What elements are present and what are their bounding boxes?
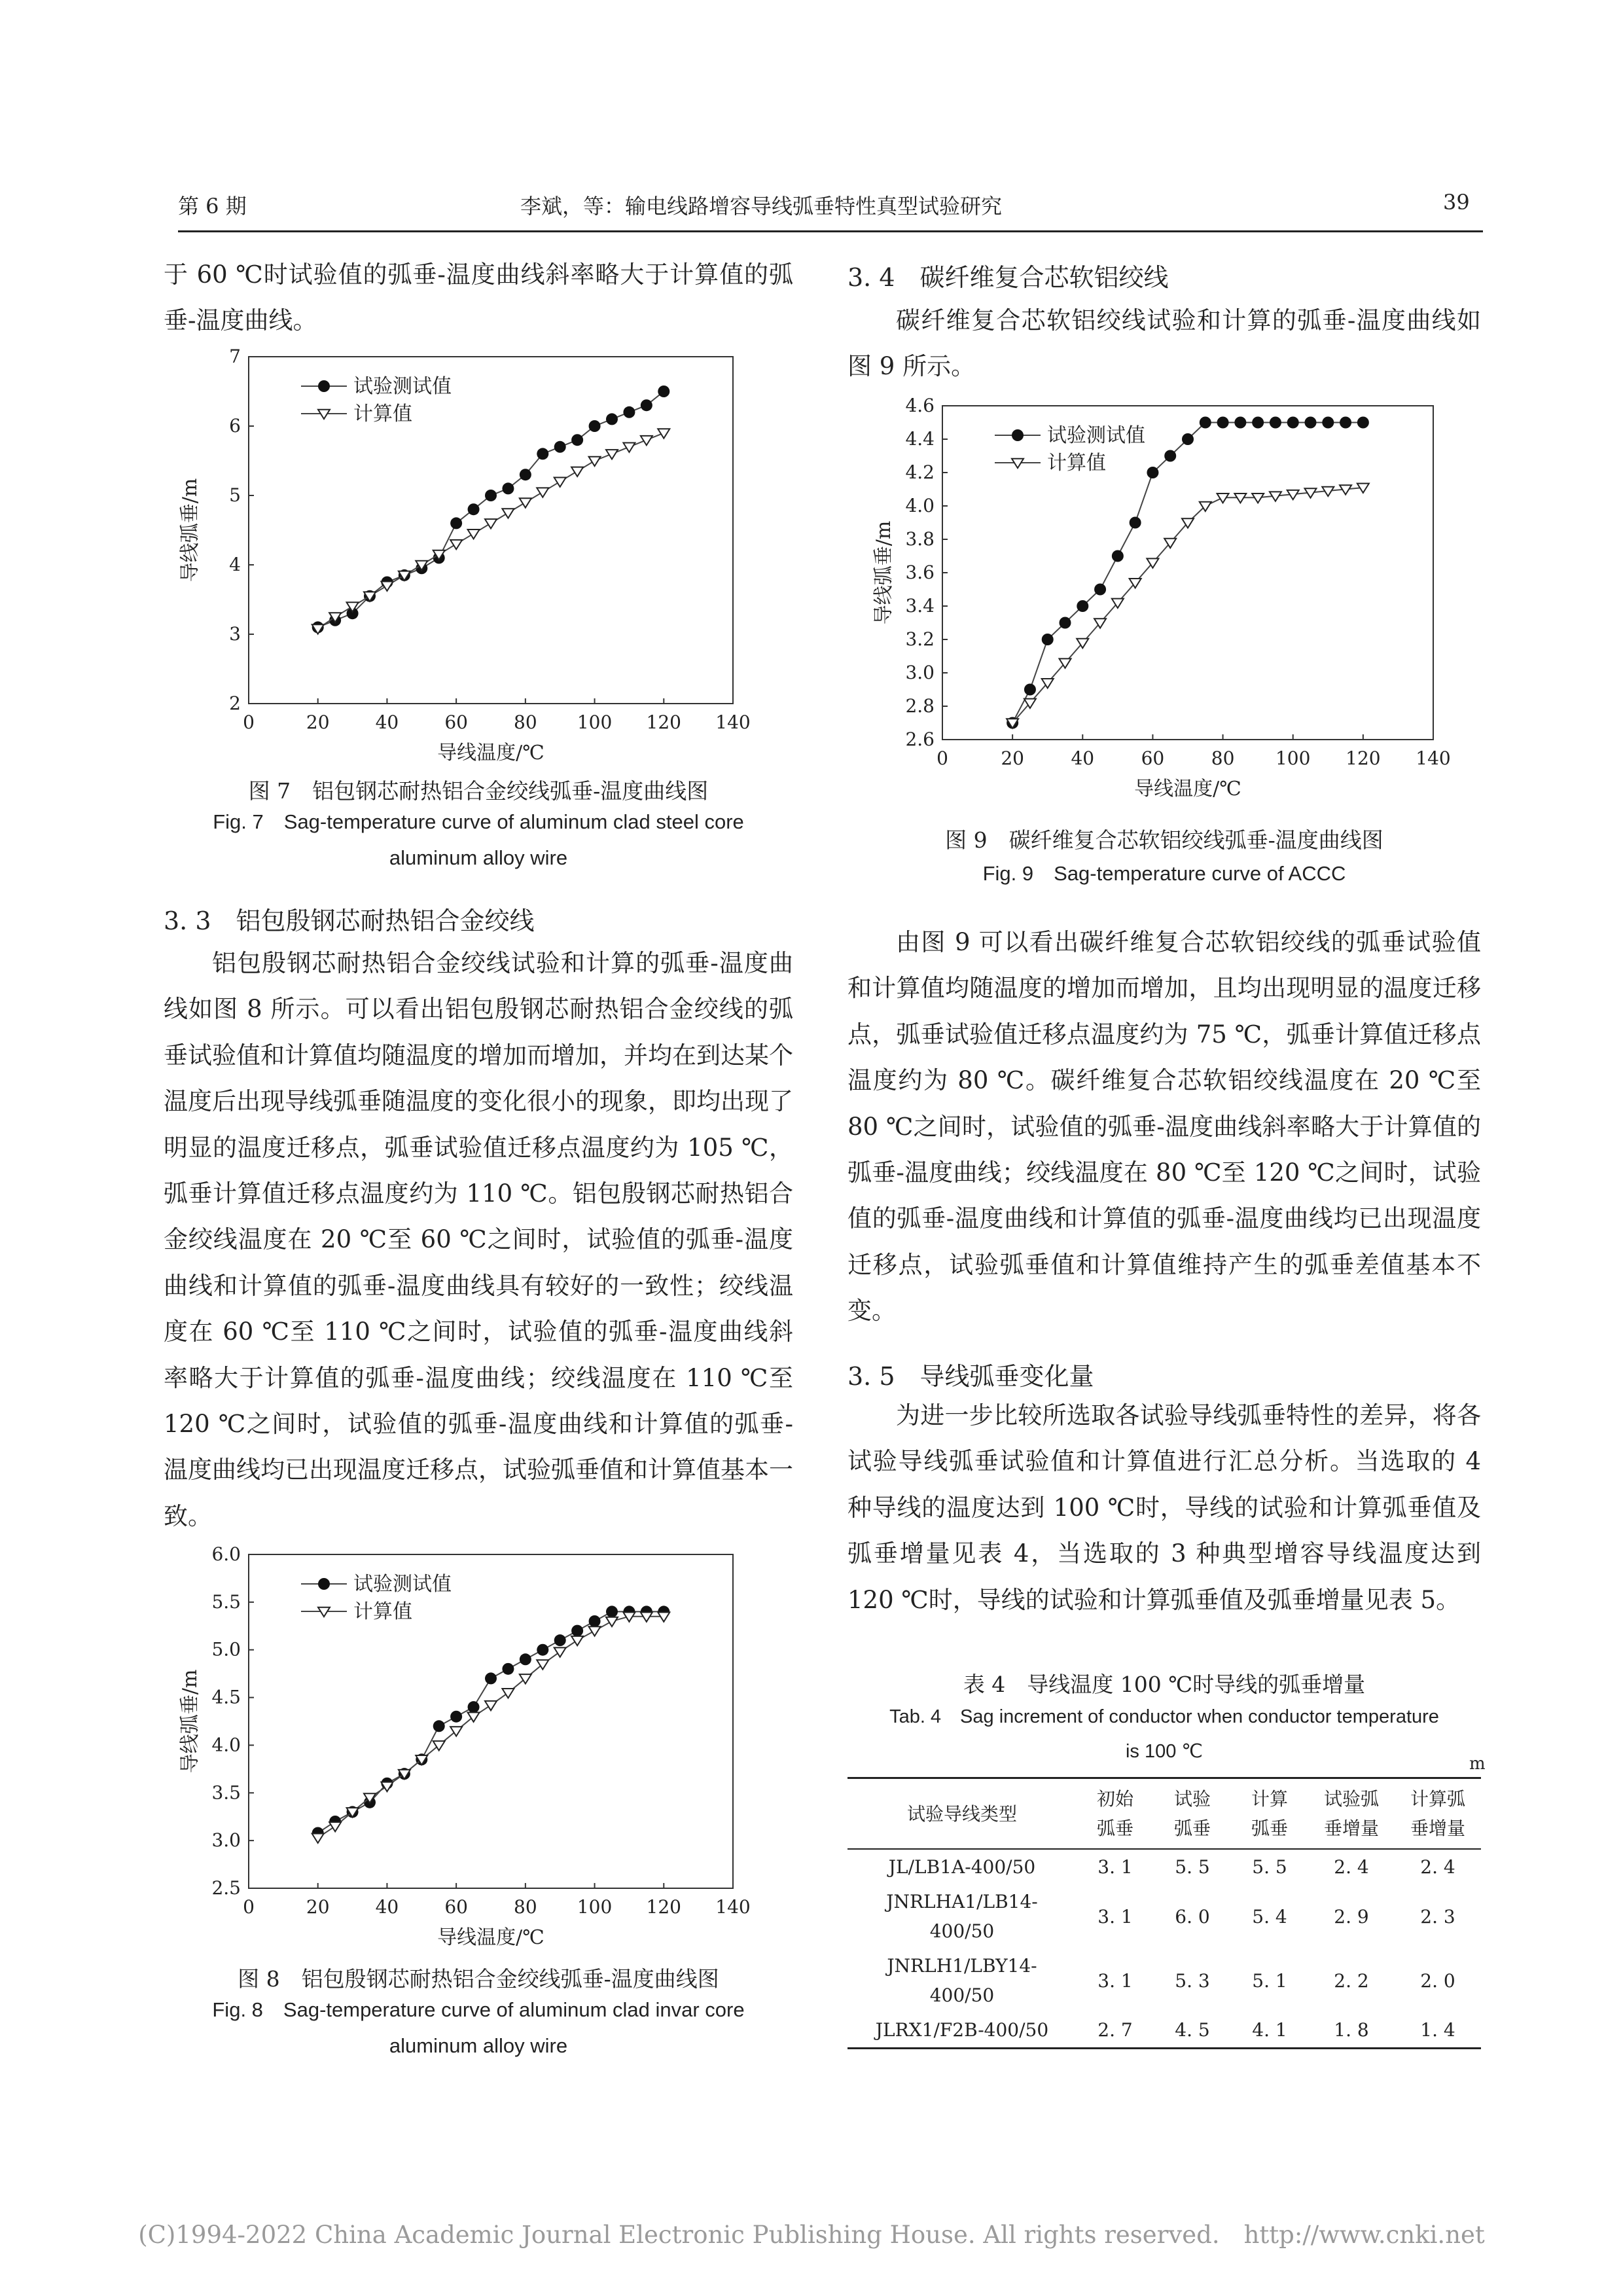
- x-tick-label: 20: [306, 1896, 330, 1918]
- table4-value-cell: 4. 1: [1252, 2019, 1287, 2041]
- y-tick-label: 4.4: [905, 428, 935, 450]
- x-tick-label: 20: [1001, 747, 1024, 769]
- data-point: [658, 386, 669, 397]
- data-point: [1130, 517, 1141, 529]
- section-3-4-body: 碳纤维复合芯软铝绞线试验和计算的弧垂-温度曲线如图 9 所示。: [847, 306, 1481, 381]
- page-number: 39: [1443, 190, 1470, 215]
- table4-conductor-type: [847, 1849, 1077, 1884]
- fig9-chart: [870, 393, 1451, 812]
- section-3-5-body: 为进一步比较所选取各试验导线弧垂特性的差异，将各试验导线弧垂试验值和计算值进行汇总分析。当选取的 4 种导线的温度达到 100 ℃时，导线的试验和计算弧垂值及弧垂增量见表 4，当选取的 3 种典型增容导线温度达到 120 ℃时，导线的试验和计算弧垂值及弧垂增量见表 5。: [847, 1401, 1481, 1614]
- y-tick-label: 4.2: [905, 461, 935, 483]
- table4-value-cell: 2. 3: [1420, 1905, 1455, 1928]
- table4-header-cell: [1154, 1778, 1231, 1850]
- y-tick-label: 2.5: [211, 1877, 241, 1899]
- table4-header-cell: [1395, 1778, 1481, 1850]
- fig8-caption-en-line2: aluminum alloy wire: [389, 2034, 568, 2057]
- data-point: [537, 448, 548, 459]
- x-tick-label: 0: [936, 747, 948, 769]
- data-point: [433, 1720, 445, 1732]
- data-point: [468, 1701, 480, 1713]
- table4-value-cell: 1. 8: [1334, 2019, 1369, 2041]
- table4-header-text: 弧垂: [1173, 1818, 1211, 1839]
- table4-value-cell: 2. 4: [1334, 1856, 1369, 1878]
- table4-header-cell: [1077, 1778, 1154, 1850]
- table4-value-cell: 3. 1: [1097, 1969, 1133, 1992]
- data-point: [1322, 417, 1334, 429]
- data-point: [520, 498, 531, 507]
- y-axis-label: 导线弧垂/m: [179, 1669, 202, 1774]
- table4-header-text: 计算: [1251, 1788, 1288, 1810]
- table4-header-cell: [1231, 1778, 1308, 1850]
- table4-value-cell: 3. 1: [1097, 1856, 1133, 1878]
- x-tick-label: 140: [715, 711, 751, 733]
- data-point: [485, 1672, 497, 1684]
- table4-header-row: [847, 1778, 1481, 1850]
- table4-conductor-text: JL/LB1A-400/50: [888, 1856, 1036, 1878]
- table4-conductor-type: [847, 1884, 1077, 1948]
- data-point: [554, 441, 566, 453]
- y-axis-label: 导线弧垂/m: [179, 478, 202, 583]
- y-tick-label: 2.8: [905, 695, 935, 717]
- x-tick-label: 40: [1071, 747, 1095, 769]
- data-point: [571, 1636, 583, 1645]
- data-point: [1164, 450, 1176, 462]
- left-intro-text: 于 60 ℃时试验值的弧垂-温度曲线斜率略大于计算值的弧垂-温度曲线。: [164, 260, 793, 335]
- table4-header-text: 初始: [1096, 1788, 1133, 1810]
- section-3-5-title: 3. 5 导线弧垂变化量: [847, 1362, 1094, 1391]
- table4-conductor-text: JNRLHA1/LB14-: [886, 1891, 1038, 1912]
- table4-value-cell: 5. 5: [1175, 1856, 1210, 1878]
- section-3-3-body: 铝包殷钢芯耐热铝合金绞线试验和计算的弧垂-温度曲线如图 8 所示。可以看出铝包殷钢芯耐热铝合金绞线的弧垂试验值和计算值均随温度的增加而增加，并均在到达某个温度后出现导线弧垂随温度的变化很小的现象，即均出现了明显的温度迁移点，弧垂试验值迁移点温度约为 105 ℃，弧垂计算值迁移点温度约为 110 ℃。铝包殷钢芯耐热铝合金绞线温度在 20 ℃至 60 ℃之间时，试验值的弧垂-温度曲线和计算值的弧垂-温度曲线具有较好的一致性；绞线温度在 60 ℃至 110 ℃之间时，试验值的弧垂-温度曲线斜率略大于计算值的弧垂-温度曲线；绞线温度在 110 ℃至 120 ℃之间时，试验值的弧垂-温度曲线和计算值的弧垂-温度曲线均已出现温度迁移点，试验弧垂值和计算值基本一致。: [164, 949, 793, 1530]
- table4-conductor-text: 400/50: [929, 1984, 995, 2006]
- table-row: [847, 1849, 1481, 1884]
- fig8-chart: [177, 1541, 751, 1960]
- data-point: [606, 1605, 618, 1617]
- table4-header-text: 垂增量: [1410, 1818, 1465, 1839]
- data-point: [1024, 684, 1036, 696]
- fig9-caption-cn: 图 9 碳纤维复合芯软铝绞线弧垂-温度曲线图: [945, 827, 1383, 853]
- x-tick-label: 20: [306, 711, 330, 733]
- y-tick-label: 3.0: [211, 1829, 241, 1852]
- data-point: [537, 1644, 548, 1656]
- data-point: [502, 509, 514, 518]
- table4-grid: [847, 1777, 1481, 2049]
- y-tick-label: 3: [229, 623, 241, 645]
- x-tick-label: 40: [375, 711, 399, 733]
- fig7-chart: [177, 344, 751, 776]
- section-3-3-title: 3. 3 铝包殷钢芯耐热铝合金绞线: [164, 906, 535, 935]
- y-tick-label: 4.0: [211, 1734, 241, 1756]
- x-tick-label: 80: [1211, 747, 1235, 769]
- journal-issue: 第 6 期: [178, 194, 247, 219]
- y-tick-label: 2.6: [905, 728, 935, 750]
- fig8-caption-en-line1: Fig. 8 Sag-temperature curve of aluminum clad invar core: [212, 1998, 745, 2021]
- table4-header-text: 计算弧: [1410, 1788, 1465, 1810]
- data-point: [1112, 550, 1124, 562]
- data-point: [1060, 617, 1071, 629]
- data-point: [641, 436, 652, 445]
- x-axis-label: 导线温度/℃: [437, 742, 544, 764]
- x-tick-label: 60: [444, 711, 468, 733]
- x-tick-label: 120: [646, 1896, 682, 1918]
- x-tick-label: 40: [375, 1896, 399, 1918]
- data-point: [485, 1701, 497, 1710]
- fig7-caption-cn: 图 7 铝包钢芯耐热铝合金绞线弧垂-温度曲线图: [248, 778, 709, 804]
- x-axis-label: 导线温度/℃: [437, 1926, 544, 1949]
- table-row: [847, 1884, 1481, 1948]
- data-point: [485, 519, 497, 528]
- table4-header-text: 试验弧: [1323, 1788, 1379, 1810]
- table4-conductor-text: JLRX1/F2B-400/50: [875, 2019, 1049, 2041]
- table-row: [847, 1948, 1481, 2013]
- table4-value-cell: 5. 1: [1252, 1969, 1287, 1992]
- table4-value-cell: 2. 0: [1420, 1969, 1455, 1992]
- fig9-caption-en: Fig. 9 Sag-temperature curve of ACCC: [982, 862, 1346, 885]
- table4-value-cell: 5. 4: [1252, 1905, 1287, 1928]
- data-point: [537, 488, 548, 497]
- fig7-caption-en-line2: aluminum alloy wire: [389, 846, 568, 869]
- table4-header-text: 弧垂: [1096, 1818, 1133, 1839]
- data-point: [1094, 584, 1106, 596]
- fig7-caption-en: [164, 804, 793, 876]
- table4-value-cell: 2. 9: [1334, 1905, 1369, 1928]
- data-point: [520, 469, 531, 480]
- y-tick-label: 6.0: [211, 1543, 241, 1565]
- table4-value-cell: 2. 2: [1334, 1969, 1369, 1992]
- data-point: [554, 478, 566, 487]
- data-point: [1287, 417, 1299, 429]
- data-point: [606, 1617, 618, 1626]
- y-tick-label: 4.5: [211, 1686, 241, 1708]
- data-point: [658, 429, 669, 438]
- x-tick-label: 120: [646, 711, 682, 733]
- x-tick-label: 60: [444, 1896, 468, 1918]
- data-point: [1042, 634, 1054, 645]
- data-point: [1234, 417, 1246, 429]
- table4-header-cell: [847, 1778, 1077, 1850]
- table4-caption-en-line1: Tab. 4 Sag increment of conductor when conductor temperature: [889, 1706, 1439, 1727]
- data-point: [606, 413, 618, 425]
- data-point: [1305, 417, 1317, 429]
- plot-frame: [249, 357, 733, 704]
- table4-header-text: 垂增量: [1323, 1818, 1379, 1839]
- table4-value-cell: 3. 1: [1097, 1905, 1133, 1928]
- data-point: [589, 1626, 601, 1636]
- data-point: [1200, 417, 1211, 429]
- data-point: [318, 1578, 330, 1590]
- legend-label: 计算值: [353, 1600, 412, 1623]
- data-point: [623, 406, 635, 418]
- table4-conductor-type: [847, 1948, 1077, 2013]
- data-point: [1340, 417, 1351, 429]
- data-point: [571, 434, 583, 446]
- data-point: [318, 380, 330, 392]
- y-tick-label: 7: [229, 346, 241, 367]
- y-axis-label: 导线弧垂/m: [872, 520, 895, 625]
- table4-caption-en: [844, 1700, 1484, 1769]
- x-tick-label: 100: [577, 1896, 613, 1918]
- x-tick-label: 120: [1346, 747, 1381, 769]
- data-point: [468, 529, 480, 539]
- data-point: [1077, 600, 1088, 612]
- table4-header-cell: [1308, 1778, 1395, 1850]
- data-point: [554, 1647, 566, 1657]
- table4-body: [847, 1849, 1481, 2049]
- fig7-caption-en-line1: Fig. 7 Sag-temperature curve of aluminum clad steel core: [213, 810, 744, 833]
- data-point: [1012, 429, 1024, 441]
- y-tick-label: 3.6: [905, 562, 935, 583]
- table4-value-cell: 5. 3: [1175, 1969, 1210, 1992]
- data-point: [502, 482, 514, 494]
- data-point: [485, 490, 497, 501]
- data-point: [623, 443, 635, 452]
- data-point: [571, 467, 583, 476]
- data-point: [554, 1634, 566, 1646]
- y-tick-label: 5.5: [211, 1590, 241, 1613]
- table4-value-cell: 5. 5: [1252, 1856, 1287, 1878]
- table4-header-text: 弧垂: [1251, 1818, 1288, 1839]
- data-point: [312, 1833, 324, 1842]
- table4-conductor-type: [847, 2013, 1077, 2049]
- x-tick-label: 140: [715, 1896, 751, 1918]
- y-tick-label: 4.0: [905, 495, 935, 516]
- data-point: [1270, 417, 1281, 429]
- data-point: [329, 1822, 341, 1831]
- data-point: [1147, 467, 1158, 478]
- x-tick-label: 60: [1141, 747, 1165, 769]
- table4-value-cell: 2. 7: [1097, 2019, 1133, 2041]
- x-axis-label: 导线温度/℃: [1134, 778, 1241, 800]
- table4-caption-cn: 表 4 导线温度 100 ℃时导线的弧垂增量: [963, 1672, 1366, 1697]
- x-tick-label: 100: [577, 711, 613, 733]
- table4-conductor-text: 400/50: [929, 1920, 995, 1942]
- x-tick-label: 0: [243, 711, 255, 733]
- fig8-caption-en: [164, 1992, 793, 2064]
- data-point: [450, 540, 462, 549]
- table4-value-cell: 4. 5: [1175, 2019, 1210, 2041]
- y-tick-label: 5.0: [211, 1638, 241, 1660]
- x-tick-label: 140: [1416, 747, 1451, 769]
- data-point: [589, 1615, 601, 1627]
- table4-unit: m: [1469, 1754, 1486, 1774]
- copyright-footer: (C)1994-2022 China Academic Journal Electronic Publishing House. All rights reserved. http://www.cnki.net: [138, 2221, 1485, 2249]
- table4-value-cell: 6. 0: [1175, 1905, 1210, 1928]
- y-tick-label: 6: [229, 415, 241, 437]
- data-point: [450, 1711, 462, 1723]
- data-point: [589, 457, 601, 466]
- table-row: [847, 2013, 1481, 2049]
- legend-label: 试验测试值: [1047, 424, 1145, 447]
- section-3-4-title: 3. 4 碳纤维复合芯软铝绞线: [847, 263, 1169, 292]
- y-tick-label: 3.4: [905, 595, 935, 617]
- table4-caption-en-line2: is 100 ℃: [1125, 1741, 1203, 1762]
- data-point: [606, 450, 618, 459]
- data-point: [571, 1625, 583, 1637]
- x-tick-label: 80: [514, 711, 537, 733]
- header-rule: [178, 230, 1483, 232]
- table4-header-text: 试验导线类型: [906, 1803, 1017, 1825]
- running-title: 李斌，等：输电线路增容导线弧垂特性真型试验研究: [520, 194, 1003, 219]
- x-tick-label: 100: [1275, 747, 1311, 769]
- y-tick-label: 5: [229, 484, 241, 506]
- plot-frame: [942, 406, 1433, 740]
- data-point: [502, 1689, 514, 1698]
- legend-label: 试验测试值: [353, 1573, 452, 1596]
- y-tick-label: 3.5: [211, 1782, 241, 1804]
- data-point: [1357, 417, 1369, 429]
- table4-value-cell: 1. 4: [1420, 2019, 1455, 2041]
- y-tick-label: 4.6: [905, 395, 935, 416]
- y-tick-label: 3.0: [905, 662, 935, 683]
- y-tick-label: 3.2: [905, 628, 935, 650]
- y-tick-label: 3.8: [905, 528, 935, 550]
- fig8-caption-cn: 图 8 铝包殷钢芯耐热铝合金绞线弧垂-温度曲线图: [238, 1966, 719, 1992]
- table4-header-text: 试验: [1173, 1788, 1211, 1810]
- data-point: [450, 517, 462, 529]
- data-point: [589, 420, 601, 432]
- data-point: [1252, 417, 1264, 429]
- data-point: [468, 503, 480, 515]
- y-tick-label: 4: [229, 554, 241, 575]
- data-point: [641, 399, 652, 411]
- data-point: [502, 1663, 514, 1675]
- legend-label: 计算值: [1047, 452, 1106, 475]
- data-point: [1182, 433, 1194, 445]
- table4-conductor-text: JNRLH1/LBY14-: [887, 1955, 1037, 1977]
- x-tick-label: 80: [514, 1896, 537, 1918]
- y-tick-label: 2: [229, 692, 241, 714]
- fig9-discussion: 由图 9 可以看出碳纤维复合芯软铝绞线的弧垂试验值和计算值均随温度的增加而增加，且均出现明显的温度迁移点，弧垂试验值迁移点温度约为 75 ℃，弧垂计算值迁移点温度约为 80 ℃。碳纤维复合芯软铝绞线温度在 20 ℃至 80 ℃之间时，试验值的弧垂-温度曲线斜率略大于计算值的弧垂-温度曲线；绞线温度在 80 ℃至 120 ℃之间时，试验值的弧垂-温度曲线和计算值的弧垂-温度曲线均已出现温度迁移点，试验弧垂值和计算值维持产生的弧垂差值基本不变。: [847, 928, 1481, 1325]
- data-point: [520, 1653, 531, 1665]
- legend-label: 计算值: [353, 403, 412, 425]
- data-point: [1217, 417, 1229, 429]
- table4-value-cell: 2. 4: [1420, 1856, 1455, 1878]
- table4: [847, 1777, 1481, 2049]
- legend-label: 试验测试值: [353, 375, 452, 398]
- x-tick-label: 0: [243, 1896, 255, 1918]
